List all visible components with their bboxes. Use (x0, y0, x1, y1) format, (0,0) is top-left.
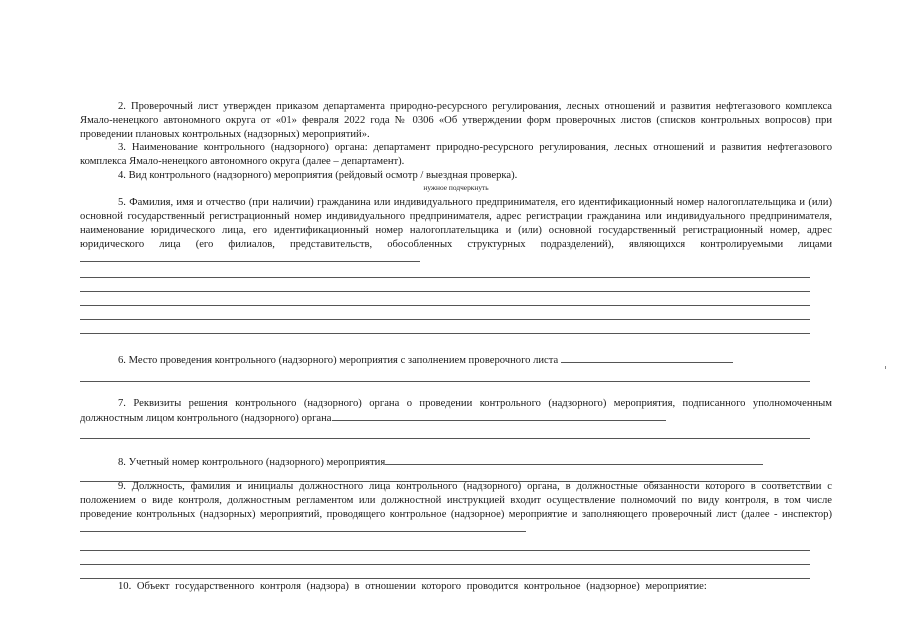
item-7-label: 7. Реквизиты решения контрольного (надзорного) органа о проведении контрольного (надзорного) мероприятия, подписанного уполномоченным должностным лицом контрольного (надзорного) органа (80, 398, 832, 424)
item-8-blank-inline[interactable] (385, 455, 763, 465)
item-3-text: 3. Наименование контрольного (надзорного) органа: департамент природно-ресурсного регулирования, лесных отношений и развития нефтегазового комплекса Ямало-ненецкого автономного округа (далее – департамент). (80, 142, 832, 167)
item-10-text: 10. Объект государственного контроля (надзора) в отношении которого проводится контрольное (надзорное) мероприятие: (118, 581, 707, 592)
item-9-label: 9. Должность, фамилия и инициалы должностного лица контрольного (надзорного) органа, в должностные обязанности которого в соответствии с положением о виде контроля, должностным регламентом или должностной инструкцией входит осуществление полномочий по виду контроля, в том числе проведение контрольных (надзорных) мероприятий, проводящего контрольное (надзорное) мероприятие и заполняющего проверочный лист (далее - инспектор) (80, 481, 832, 520)
item-4-note: нужное подчеркнуть (423, 183, 489, 192)
item-5-blank-inline[interactable] (80, 252, 420, 262)
item-8-label: 8. Учетный номер контрольного (надзорного) мероприятия (118, 457, 386, 468)
item-9-blank-line[interactable] (80, 564, 810, 565)
item-8-text (80, 455, 832, 470)
item-9-text (80, 480, 832, 537)
item-5-label: 5. Фамилия, имя и отчество (при наличии) гражданина или индивидуального предпринимателя, его идентификационный номер налогоплательщика и (или) основной государственный регистрационный номер индивидуального предпринимателя, адрес регистрации гражданина или индивидуального предпринимателя, наименование юридического лица, его идентификационный номер налогоплательщика и (или) основной государственный регистрационный номер, адрес юридического лица (его филиалов, представительств, обособленных структурных подразделений), являющихся контролируемыми лицами (80, 197, 832, 250)
item-9-blank-inline[interactable] (80, 522, 526, 532)
item-5-blank-line[interactable] (80, 333, 810, 334)
item-5-blank-line[interactable] (80, 305, 810, 306)
item-9-blank-line[interactable] (80, 550, 810, 551)
item-7-blank-line[interactable] (80, 438, 810, 439)
item-2-text: 2. Проверочный лист утвержден приказом департамента природно-ресурсного регулирования, лесных отношений и развития нефтегазового комплекса Ямало-ненецкого автономного округа от «01» февраля 2022 года № 0306 «Об утверждении форм проверочных листов (списков контрольных вопросов) при проведении плановых контрольных (надзорных) мероприятий». (80, 101, 832, 140)
item-9-blank-line[interactable] (80, 578, 810, 579)
scan-mark (885, 366, 886, 369)
item-6-text (80, 353, 832, 368)
item-5-blank-line[interactable] (80, 277, 810, 278)
item-7-text (80, 397, 832, 426)
item-5-text (80, 196, 832, 267)
item-7-blank-inline[interactable] (332, 411, 666, 421)
item-4-text: 4. Вид контрольного (надзорного) мероприятия (рейдовый осмотр / выездная проверка). (118, 170, 518, 181)
item-5-blank-line[interactable] (80, 291, 810, 292)
item-6-blank-line[interactable] (80, 381, 810, 382)
item-6-blank-inline[interactable] (561, 353, 733, 363)
item-6-label: 6. Место проведения контрольного (надзорного) мероприятия с заполнением проверочного листа (118, 355, 559, 366)
item-5-blank-line[interactable] (80, 319, 810, 320)
